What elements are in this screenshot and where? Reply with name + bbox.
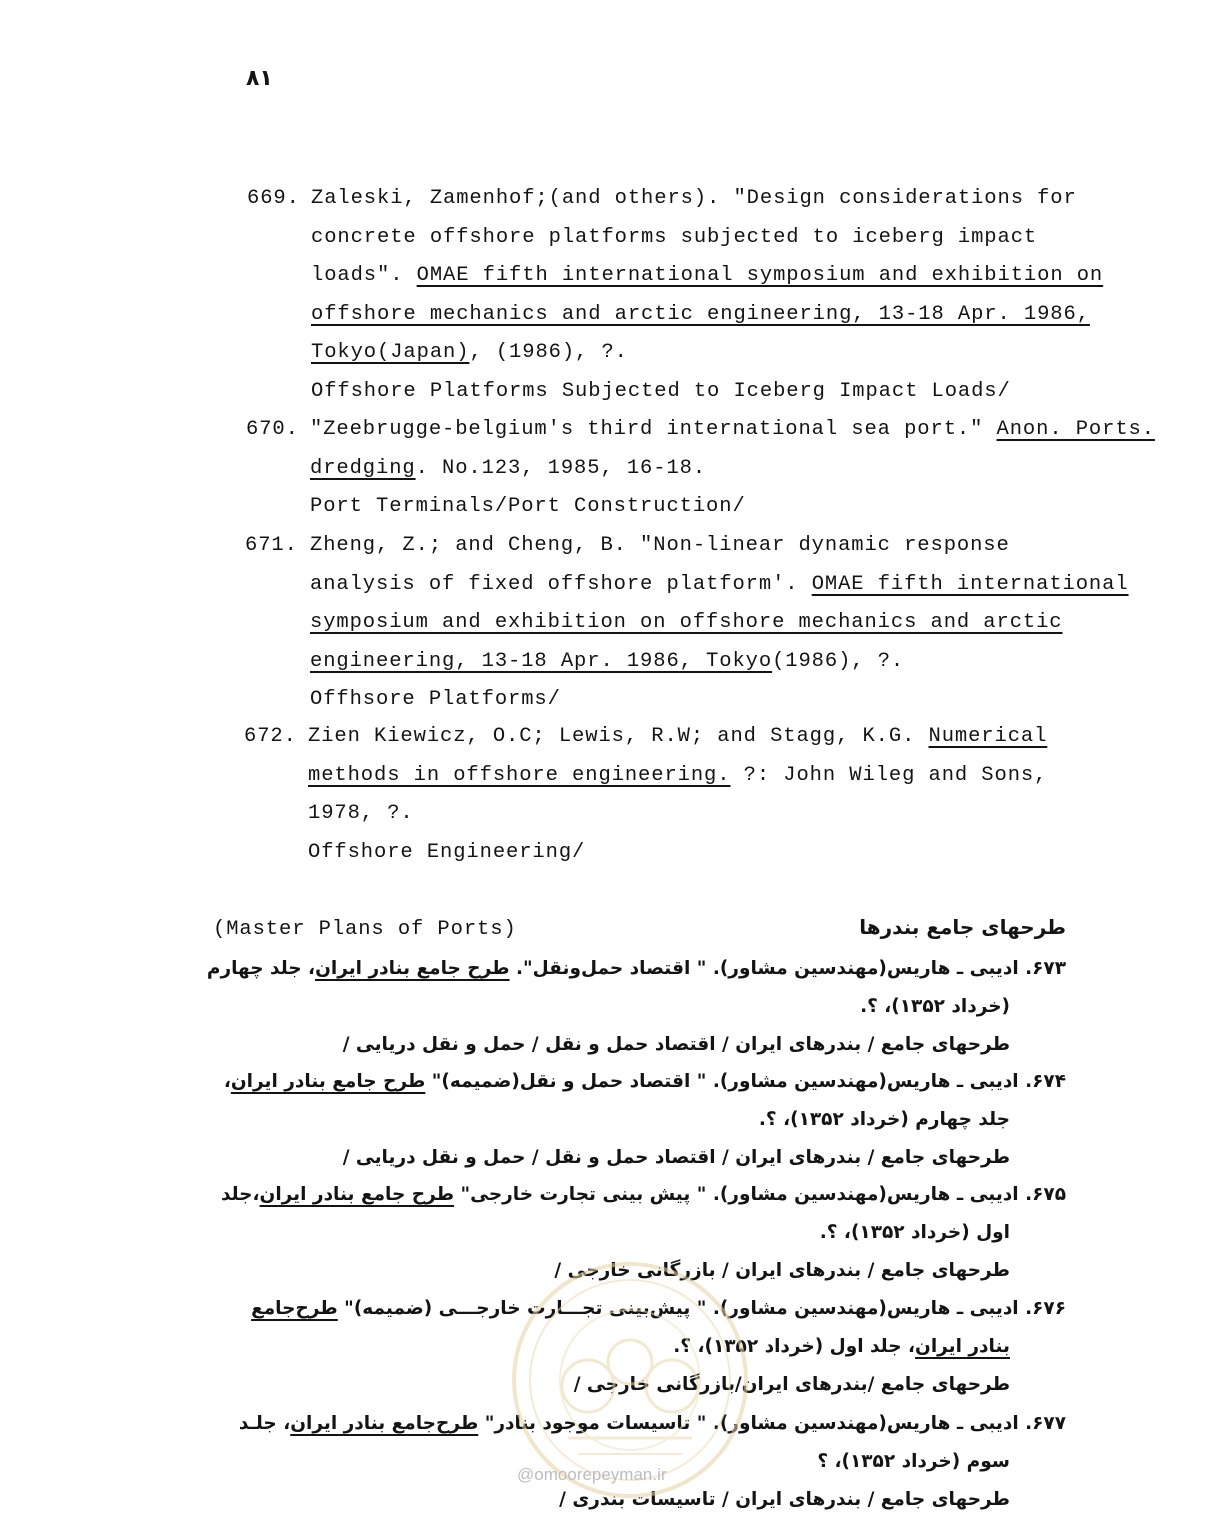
page-number: ٨١ [246, 66, 273, 91]
entry-line [310, 495, 746, 518]
fa-keywords [343, 1147, 1010, 1168]
entry-line [308, 841, 585, 864]
fa-entry-line [224, 1071, 1066, 1092]
text-run: ۶۷۵. ادیبی ـ هاریس(مهندسین مشاور). " پیش بینی تجارت خارجی" [454, 1184, 1066, 1205]
text-run: طرحهای جامع / بندرهای ایران / اقتصاد حمل و نقل / حمل و نقل دریایی / [342, 1034, 1010, 1055]
text-run: اول (خرداد ۱۳۵۲)، ؟. [819, 1222, 1010, 1243]
entry-line [311, 380, 1011, 403]
entry-line [310, 650, 904, 673]
entry-line [310, 688, 561, 711]
entry-number: 672. [244, 725, 297, 748]
fa-entry-line [759, 1109, 1010, 1130]
text-run: ، جلد اول (خرداد ۱۳۵۲)، ؟. [673, 1336, 916, 1357]
watermark-text: @omoorepeyman.ir [517, 1465, 667, 1484]
entry-number: 669. [247, 187, 300, 210]
underlined-title: طرح جامع بنادر ایران [315, 958, 510, 979]
text-run: ۶۷۴. ادیبی ـ هاریس(مهندسین مشاور). " اقتصاد حمل و نقل(ضمیمه)" [425, 1071, 1066, 1092]
section-title-fa: طرحهای جامع بندرها [859, 915, 1066, 939]
underlined-title: Anon. Ports. [996, 418, 1155, 441]
text-run: concrete offshore platforms subjected to iceberg impact [311, 225, 1038, 249]
underlined-title: OMAE fifth international symposium and exhibition on [416, 264, 1104, 287]
text-run: ،جلد [220, 1184, 260, 1205]
text-run: ، جلـد [238, 1413, 291, 1434]
fa-entry-line [221, 1184, 1066, 1205]
text-run: Offshore Platforms Subjected to Iceberg Impact Loads/ [311, 379, 1011, 403]
entry-line [311, 226, 1037, 249]
entry-line [310, 534, 1010, 557]
text-run: طرحهای جامع /بندرهای ایران/بازرگانی خارجی / [573, 1374, 1010, 1395]
entry-line [310, 611, 1063, 634]
entry-line [308, 764, 1047, 787]
fa-entry-line [820, 1222, 1010, 1243]
text-run: Port Terminals/Port Construction/ [310, 495, 746, 518]
text-run: analysis of fixed offshore platform'. [310, 572, 812, 596]
entry-number: 670. [246, 418, 299, 441]
underlined-title: OMAE fifth international [811, 572, 1129, 596]
text-run: Zaleski, Zamenhof;(and others). "Design considerations for [311, 187, 1077, 210]
entry-line [311, 341, 628, 364]
text-run: , (1986), ?. [469, 341, 628, 364]
text-run: (1986), ?. [772, 649, 905, 673]
text-run: ?: John Wileg and Sons, [730, 763, 1048, 787]
text-run: ۶۷۶. ادیبی ـ هاریس(مهندسین مشاور). " پیش‌بینی تجـــارت خارجـــی (ضمیمه)" [337, 1298, 1066, 1319]
text-run: ، جلد چهارم [206, 958, 316, 979]
fa-keywords [343, 1034, 1010, 1055]
underlined-title: طرح جامع بنادر ایران [230, 1071, 426, 1092]
underlined-title: methods in offshore engineering. [308, 763, 731, 787]
text-run: ۶۷۳. ادیبی ـ هاریس(مهندسین مشاور). " اقتصاد حمل‌ونقل". [509, 958, 1066, 979]
entry-line [308, 725, 1047, 748]
entry-number: 671. [245, 534, 298, 557]
underlined-title: engineering, 13-18 Apr. 1986, Tokyo [310, 649, 773, 673]
text-run: سوم (خرداد ۱۳۵۲)، ؟ [817, 1451, 1010, 1472]
text-run: Offshore Engineering/ [308, 840, 586, 864]
text-run: طرحهای جامع / بندرهای ایران / بازرگانی خارجی / [554, 1260, 1010, 1281]
text-run: loads". [311, 264, 417, 287]
underlined-title: طرح جامع بنادر ایران [259, 1184, 455, 1205]
entry-line [308, 802, 414, 825]
text-run: ۶۷۷. ادیبی ـ هاریس(مهندسین مشاور). " تاسیسات موجود بنادر" [478, 1413, 1066, 1434]
text-run: جلد چهارم (خرداد ۱۳۵۲)، ؟. [758, 1109, 1010, 1130]
underlined-title: بنادر ایران [915, 1336, 1010, 1357]
underlined-title: offshore mechanics and arctic engineering, 13-18 Apr. 1986, [311, 302, 1090, 326]
text-run: طرحهای جامع / بندرهای ایران / تاسیسات بندری / [559, 1489, 1010, 1510]
text-run: طرحهای جامع / بندرهای ایران / اقتصاد حمل و نقل / حمل و نقل دریایی / [342, 1147, 1010, 1168]
section-title-en: (Master Plans of Ports) [213, 918, 517, 941]
underlined-title: Numerical [928, 725, 1048, 748]
entry-line [311, 264, 1103, 287]
text-run: Zien Kiewicz, O.C; Lewis, R.W; and Stagg, K.G. [308, 725, 929, 748]
entry-line [311, 303, 1090, 326]
fa-entry-line [817, 1451, 1010, 1472]
underlined-title: Tokyo(Japan) [311, 341, 470, 364]
text-run: . No.123, 1985, 16-18. [415, 456, 707, 480]
fa-entry-line [860, 996, 1010, 1017]
text-run: Offhsore Platforms/ [310, 688, 561, 711]
text-run: ، [223, 1071, 231, 1092]
fa-entry-line [207, 958, 1066, 979]
entry-line [310, 418, 1155, 441]
entry-line [310, 573, 1129, 596]
text-run: Zheng, Z.; and Cheng, B. "Non-linear dynamic response [310, 534, 1010, 557]
underlined-title: symposium and exhibition on offshore mechanics and arctic [310, 611, 1063, 634]
underlined-title: طرح‌جامع بنادر ایران [290, 1413, 479, 1434]
text-run: "Zeebrugge-belgium's third international sea port." [310, 418, 997, 441]
underlined-title: dredging [310, 456, 416, 480]
text-run: 1978, ?. [308, 802, 414, 825]
underlined-title: طرح‌جامع [251, 1298, 338, 1319]
text-run: (خرداد ۱۳۵۲)، ؟. [860, 996, 1010, 1017]
entry-line [311, 187, 1077, 210]
entry-line [310, 457, 706, 480]
